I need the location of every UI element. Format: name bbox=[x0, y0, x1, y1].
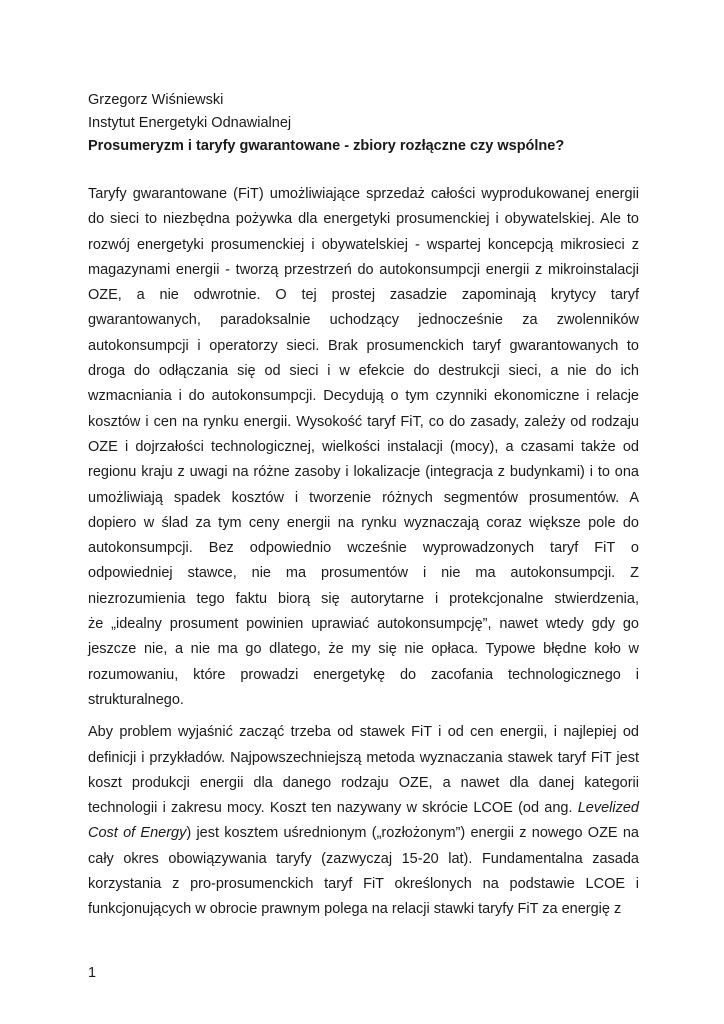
text-line: funkcjonujących w obrocie prawnym polega na relacji stawki taryfy FiT za energię z bbox=[88, 901, 622, 918]
text-line: umożliwiają spadek kosztów i tworzenie różnych segmentów prosumentów. A bbox=[88, 489, 639, 506]
text-line: dopiero w ślad za tym ceny energii na rynku wyznaczają coraz większe pole do bbox=[88, 514, 639, 531]
text-line: koszt produkcji energii dla danego rodzaju OZE, a nawet dla danej kategorii bbox=[88, 774, 639, 791]
text-line: niezrozumienia tego faktu biorą się autorytarne i protekcjonalne stwierdzenia, bbox=[88, 590, 639, 607]
text-line: do sieci to niezbędna pożywka dla energetyki prosumenckiej i obywatelskiej. Ale to bbox=[88, 211, 639, 228]
text-line: odpowiedniej stawce, nie ma prosumentów i nie ma autokonsumpcji. Z bbox=[88, 565, 639, 582]
text-line: OZE i dojrzałości technologicznej, wielkości instalacji (mocy), a czasami także od bbox=[88, 438, 639, 455]
paragraph-2 bbox=[88, 720, 639, 922]
text-line: technologii i zakresu mocy. Koszt ten nazywany w skrócie LCOE (od ang. Levelized bbox=[88, 800, 639, 817]
paragraph-1 bbox=[88, 182, 639, 713]
institute-name: Instytut Energetyki Odnawialnej bbox=[88, 115, 292, 131]
text-line: jeszcze nie, a nie ma go dlatego, że my się nie opłaca. Typowe błędne koło w bbox=[88, 641, 639, 658]
page-content bbox=[88, 89, 639, 923]
text-line: Cost of Energy) jest kosztem uśrednionym („rozłożonym”) energii z nowego OZE na bbox=[88, 825, 639, 842]
text-line: cały okres obowiązywania taryfy (zazwyczaj 15-20 lat). Fundamentalna zasada bbox=[88, 850, 639, 867]
text-line: OZE, a nie odwrotnie. O tej prostej zasadzie zapominają krytycy taryf bbox=[88, 287, 639, 304]
text-line: gwarantowanych, paradoksalnie uchodzący jednocześnie za zwolenników bbox=[88, 312, 639, 329]
text-line: korzystania z pro-prosumenckich taryf FiT określonych na podstawie LCOE i bbox=[88, 876, 639, 893]
author-name: Grzegorz Wiśniewski bbox=[88, 92, 224, 108]
text-line: regionu kraju z uwagi na różne zasoby i lokalizacje (integracja z budynkami) i to ona bbox=[88, 464, 639, 481]
text-line: Taryfy gwarantowane (FiT) umożliwiające sprzedaż całości wyprodukowanej energii bbox=[88, 186, 639, 202]
document-title: Prosumeryzm i taryfy gwarantowane - zbiory rozłączne czy wspólne? bbox=[88, 138, 565, 154]
text-line: rozumowaniu, które prowadzi energetykę do zacofania technologicznego i bbox=[88, 666, 639, 683]
page-number: 1 bbox=[88, 965, 97, 981]
text-line: Aby problem wyjaśnić zacząć trzeba od stawek FiT i od cen energii, i najlepiej od bbox=[88, 724, 639, 741]
text-line: droga do odłączania się od sieci i w efekcie do destrukcji sieci, a nie do ich bbox=[88, 363, 639, 380]
text-line: że „idealny prosument powinien uprawiać autokonsumpcję”, nawet wtedy gdy go bbox=[88, 616, 639, 633]
text-line: kosztów i cen na rynku energii. Wysokość taryf FiT, co do zasady, zależy od rodzaju bbox=[88, 413, 639, 430]
text-line: autokonsumpcji i operatorzy sieci. Brak prosumenckich taryf gwarantowanych to bbox=[88, 337, 639, 354]
text-line: strukturalnego. bbox=[88, 691, 184, 708]
text-line: definicji i przykładów. Najpowszechniejszą metoda wyznaczania stawek taryf FiT jest bbox=[88, 749, 639, 766]
text-line: autokonsumpcji. Bez odpowiednio wcześnie wyprowadzonych taryf FiT o bbox=[88, 540, 639, 557]
text-line: wzmacniania i do autokonsumpcji. Decydują o tym czynniki ekonomiczne i relacje bbox=[88, 388, 639, 405]
text-line: magazynami energii - tworzą przestrzeń do autokonsumpcji energii z mikroinstalacji bbox=[88, 261, 639, 278]
text-line: rozwój energetyki prosumenckiej i obywatelskiej - wspartej koncepcją mikrosieci z bbox=[88, 236, 639, 253]
